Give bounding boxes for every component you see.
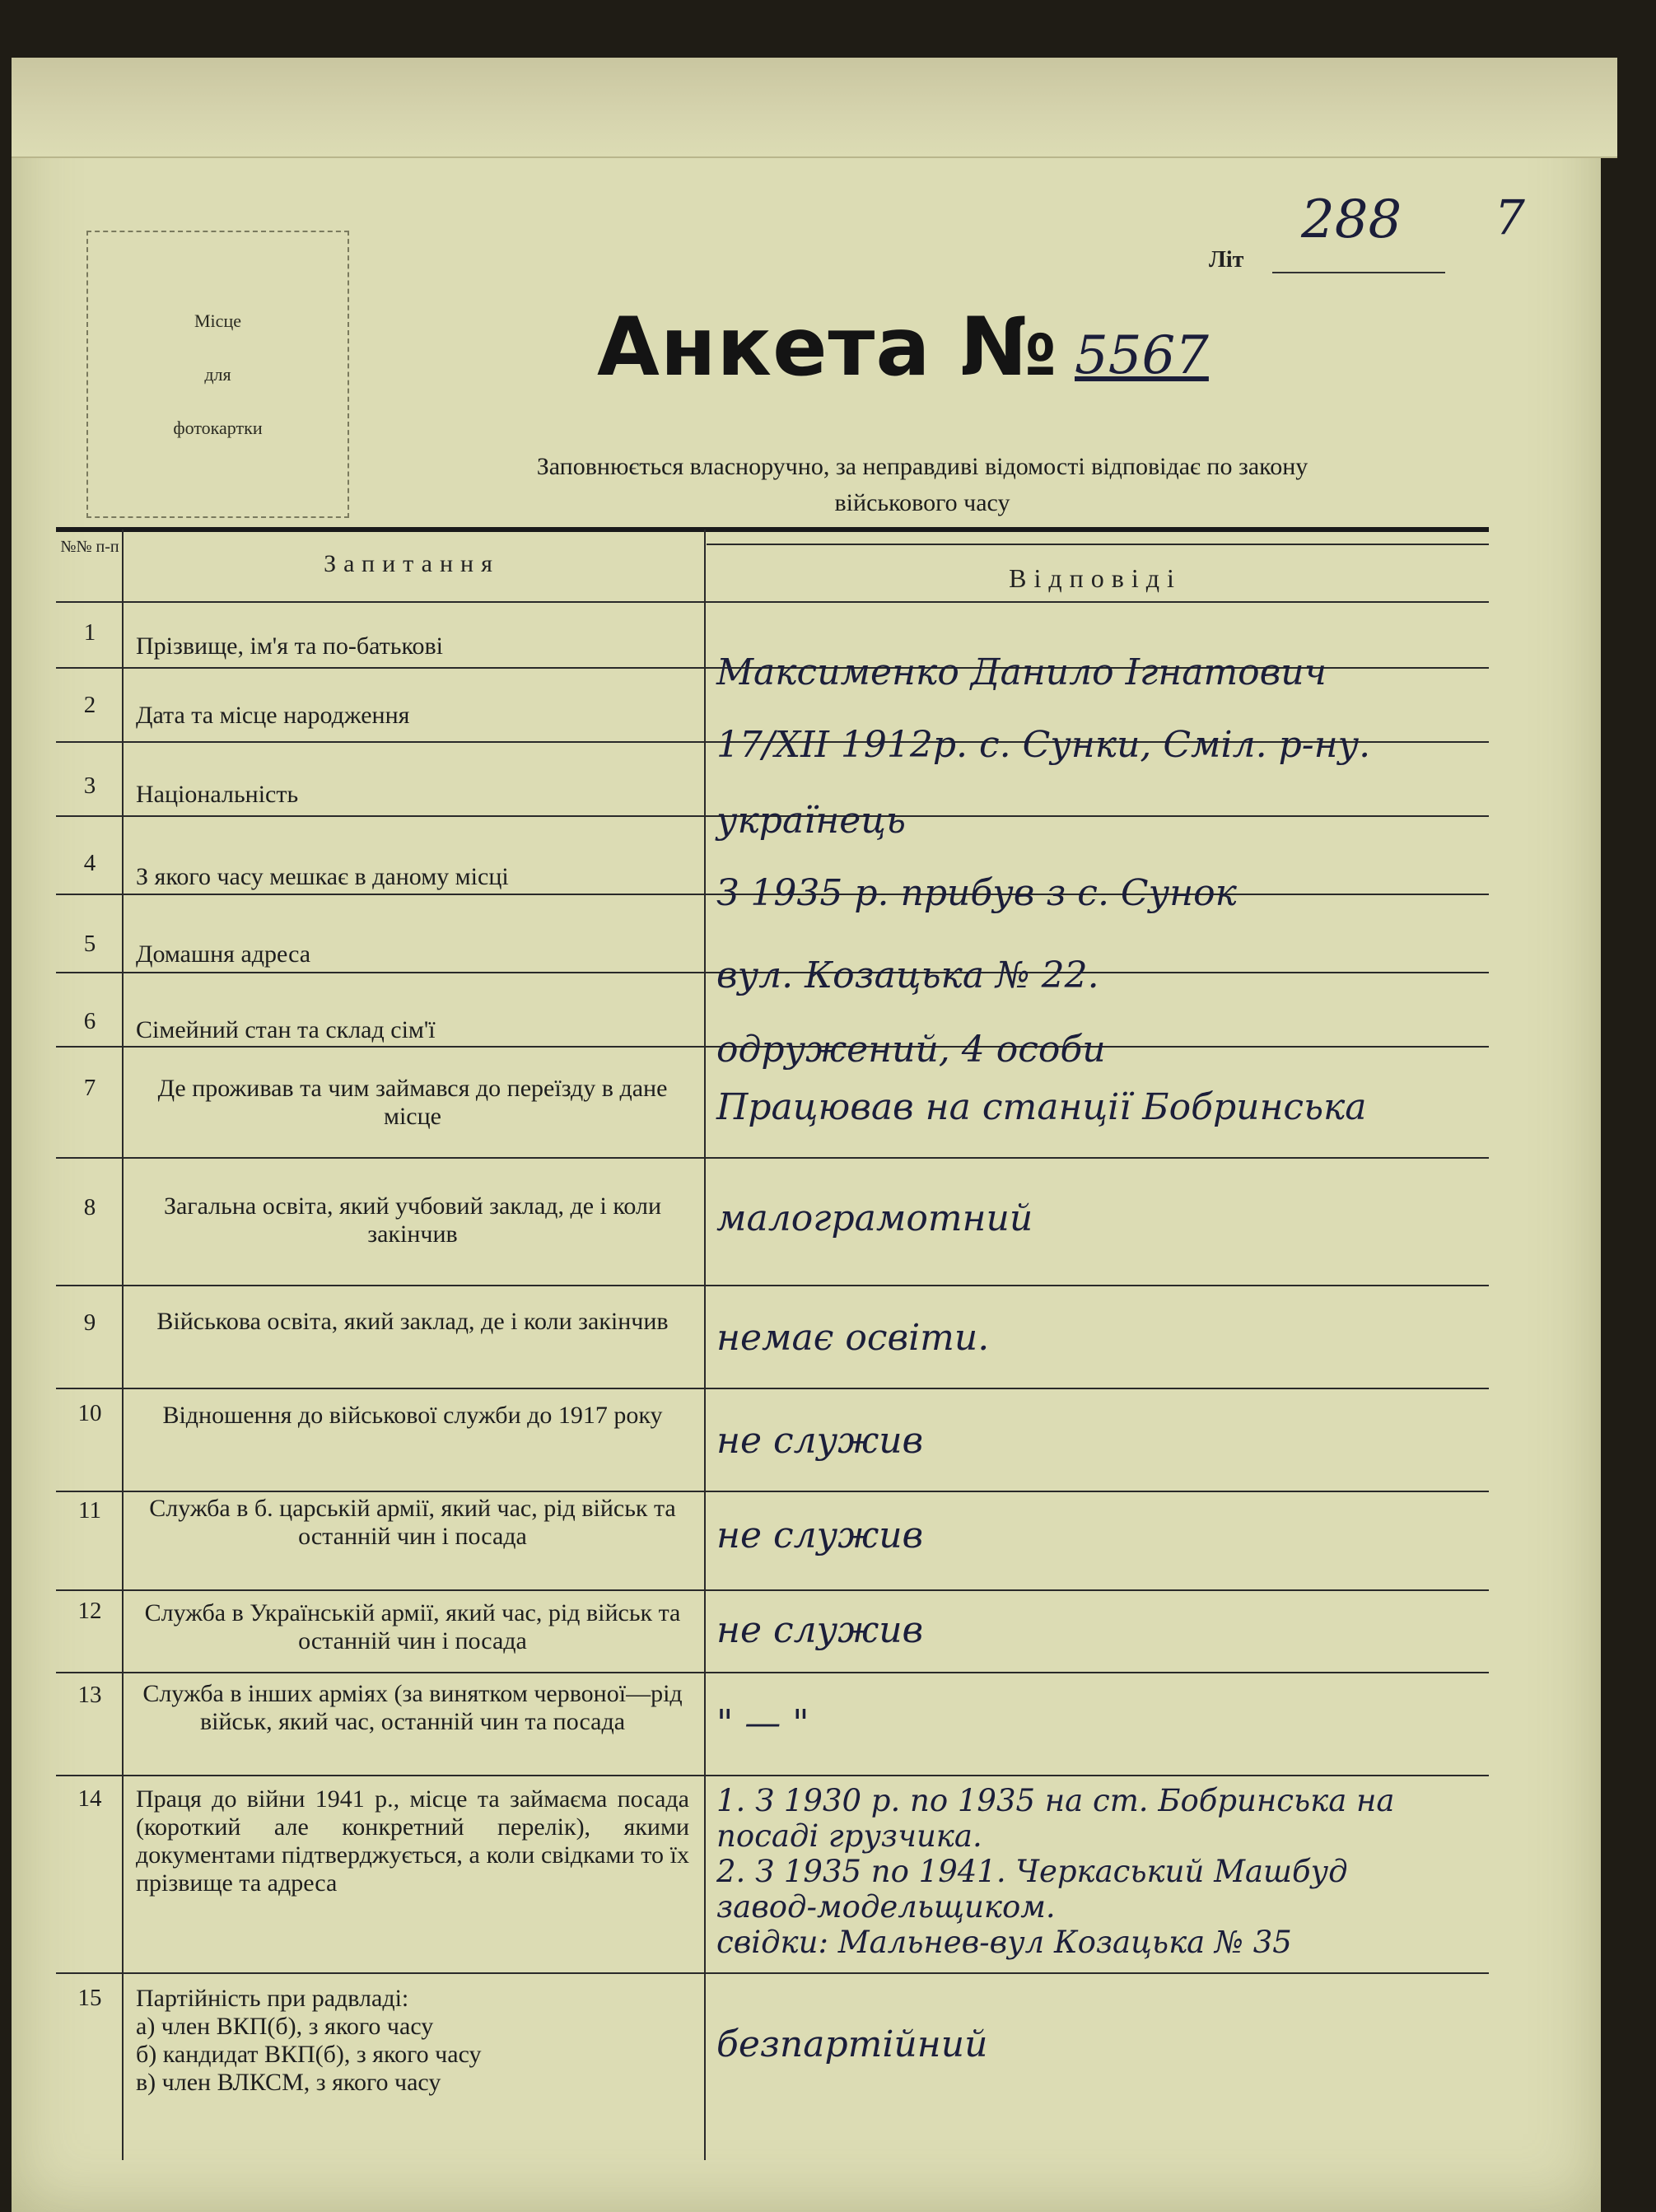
row-question: З якого часу мешкає в даному місці — [136, 863, 509, 890]
row-answer: немає освіти. — [716, 1317, 990, 1359]
row-answer: Максименко Данило Ігнатович — [716, 651, 1327, 693]
subtitle-line2: військового часу — [834, 489, 1010, 516]
lit-extra: 7 — [1495, 189, 1525, 245]
row-answer-14 — [716, 1783, 1606, 1960]
row-question: Домашня адреса — [136, 940, 311, 968]
row-answer: 17/XII 1912р. с. Сунки, Сміл. р-ну. — [716, 724, 1371, 766]
row-number: 1 — [83, 619, 96, 646]
column-divider-answer — [704, 530, 706, 2160]
lit-label: Літ — [1209, 247, 1244, 273]
row-question: Праця до війни 1941 р., місце та займаєма посада (короткий але конкретний перелік), якими документами підтверджується, а коли свідками то їх прізвище та адреса — [136, 1785, 689, 1897]
row-answer: українець — [716, 800, 906, 842]
table-top-rule-thin — [707, 544, 1489, 545]
row-number: 3 — [83, 772, 96, 799]
answer-line: завод-модельщиком. — [716, 1889, 1056, 1925]
question-line: Партійність при радвладі: — [136, 1985, 409, 2012]
row-answer: " — " — [716, 1702, 809, 1744]
row-question: Служба в б. царській армії, який час, рід військ та останній чин і посада — [149, 1495, 676, 1550]
answer-line: свідки: Мальнев-вул Козацька № 35 — [716, 1925, 1292, 1960]
form-title: Анкета № — [597, 301, 1058, 394]
photo-placeholder-box — [86, 231, 349, 518]
photo-label-line3: фотокартки — [173, 418, 263, 438]
row-divider — [56, 1491, 1489, 1492]
column-divider-no — [122, 530, 124, 2160]
row-number: 15 — [77, 1985, 102, 2011]
question-line: б) кандидат ВКП(б), з якого часу — [136, 2041, 482, 2068]
photo-label-line1: Місце — [194, 310, 241, 331]
row-number: 5 — [83, 931, 96, 957]
table-top-rule — [56, 527, 1489, 532]
row-number: 4 — [83, 850, 96, 876]
answer-line: 1. З 1930 р. по 1935 на ст. Бобринська на — [716, 1783, 1395, 1818]
row-number: 2 — [83, 692, 96, 718]
answer-line: посаді грузчика. — [716, 1818, 982, 1854]
form-subtitle — [375, 449, 1470, 521]
row-answer: одружений, 4 особи — [716, 1029, 1106, 1071]
row-question: Де проживав та чим займався до переїзду в дане місце — [157, 1075, 668, 1130]
row-divider — [56, 1972, 1489, 1974]
row-question: Національність — [136, 781, 299, 808]
photo-label-line2: для — [204, 364, 231, 385]
row-number: 14 — [77, 1785, 102, 1812]
row-divider — [56, 1285, 1489, 1286]
row-number: 12 — [77, 1598, 102, 1624]
row-question: Сімейний стан та склад сім'ї — [136, 1016, 436, 1043]
page-top-edge — [12, 58, 1617, 158]
row-number: 10 — [77, 1400, 102, 1426]
row-divider — [56, 1388, 1489, 1389]
row-answer: вул. Козацька № 22. — [716, 954, 1099, 996]
question-line: а) член ВКП(б), з якого часу — [136, 2013, 434, 2040]
answer-line: 2. З 1935 по 1941. Черкаський Машбуд — [716, 1854, 1348, 1889]
row-answer: не служив — [716, 1609, 924, 1651]
header-answer: Відповіді — [1009, 563, 1182, 593]
row-answer: Працював на станції Бобринська — [716, 1086, 1367, 1128]
row-divider — [56, 1672, 1489, 1673]
row-question: Служба в інших арміях (за винятком червоної—рід військ, який час, останній чин та посада — [142, 1680, 683, 1735]
row-divider — [56, 601, 1489, 603]
row-question: Дата та місце народження — [136, 702, 410, 729]
form-number: 5567 — [1075, 325, 1209, 386]
header-question: Запитання — [324, 550, 500, 577]
row-question: Військова освіта, який заклад, де і коли закінчив — [156, 1308, 669, 1335]
row-number: 8 — [83, 1194, 96, 1220]
row-divider — [56, 1589, 1489, 1591]
row-answer: безпартійний — [716, 2023, 988, 2065]
row-question: Відношення до військової служби до 1917 року — [162, 1402, 663, 1429]
row-answer: малограмотний — [716, 1197, 1033, 1239]
row-number: 7 — [83, 1075, 96, 1101]
row-answer: не служив — [716, 1420, 924, 1462]
row-divider — [56, 1157, 1489, 1159]
row-question: Загальна освіта, який учбовий заклад, де і коли закінчив — [163, 1192, 662, 1248]
lit-underline — [1272, 272, 1445, 273]
subtitle-line1: Заповнюється власноручно, за неправдиві відомості відповідає по закону — [536, 453, 1308, 480]
row-answer: З 1935 р. прибув з с. Сунок — [716, 872, 1237, 914]
row-question: Прізвище, ім'я та по-батькові — [136, 632, 443, 660]
row-question: Служба в Українській армії, який час, рід військ та останній чин і посада — [144, 1599, 681, 1654]
row-number: 9 — [83, 1309, 96, 1336]
lit-number: 288 — [1301, 189, 1402, 250]
row-number: 11 — [78, 1497, 101, 1524]
row-answer: не служив — [716, 1514, 924, 1556]
row-number: 6 — [83, 1008, 96, 1034]
row-question-15 — [136, 1985, 689, 2097]
row-number: 13 — [77, 1682, 102, 1708]
row-divider — [56, 1775, 1489, 1776]
header-row-number: №№ п-п — [60, 538, 119, 556]
question-line: в) член ВЛКСМ, з якого часу — [136, 2069, 441, 2096]
